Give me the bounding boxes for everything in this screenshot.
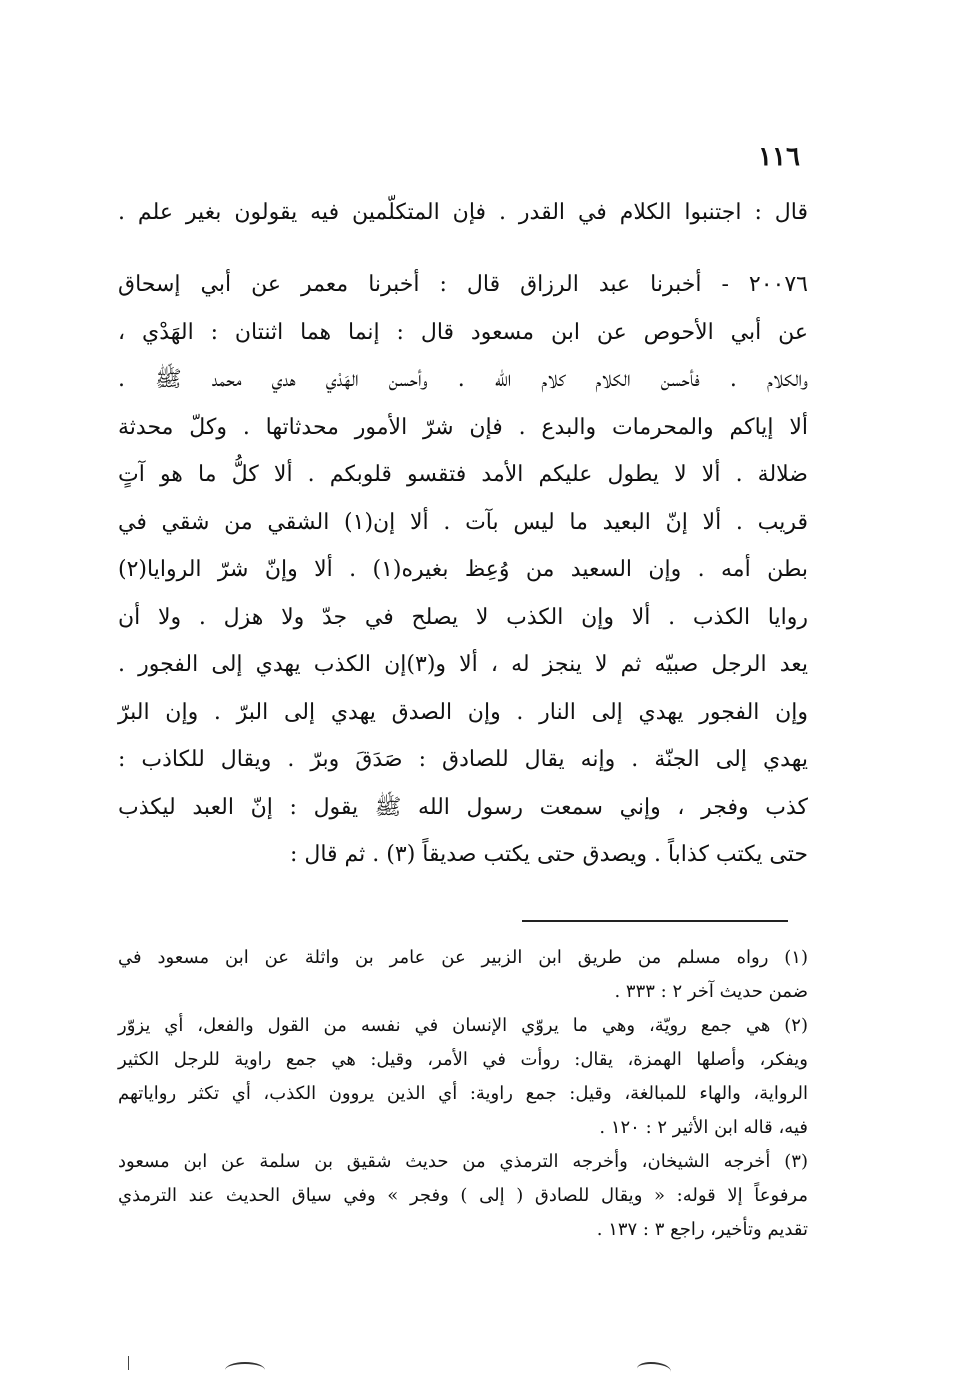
hadith-line: عن أبي الأحوص عن ابن مسعود قال : إنما هما اثنتان : الهَدْي ، [118,319,808,345]
hadith-line: والكلام . فأحسن الكلام كلام الله . وأحسن الهَدْي هدي محمد ﷺ . [118,367,808,392]
footnote-line: الرواية، والهاء للمبالغة، وقيل: جمع راوية: أي الذين يروون الكذب، أي تكثر رواياتهم [118,1083,808,1104]
footnote-line: ضمن حديث آخر ٢ : ٣٣٣ . [614,981,808,1002]
page-number: ١١٦ [758,142,800,172]
footnotes [118,944,808,1250]
footnote-line: (١) رواه مسلم من طريق ابن الزبير عن عامر بن واثلة عن ابن مسعود في [118,947,808,968]
scan-mark [637,1362,671,1378]
hadith-line: وإن الفجور يهدي إلى النار . وإن الصدق يهدي إلى البرّ . وإن البرّ [118,699,808,725]
footnote-3 [118,1148,808,1250]
footnote-2 [118,1012,808,1148]
scan-mark [128,1356,129,1370]
hadith-text [118,270,808,888]
hadith-line: قريب . ألا إنّ البعيد ما ليس بآت . ألا إن(١) الشقي من شقي في [118,509,808,535]
footnote-1 [118,944,808,1012]
footnote-line: ويفكر، وأصلها الهمزة، يقال: روأت في الأمر، وقيل: هي جمع راوية للرجل الكثير [118,1049,808,1070]
hadith-line: ٢٠٠٧٦ - أخبرنا عبد الرزاق قال : أخبرنا معمر عن أبي إسحاق [118,272,808,297]
intro-line: قال : اجتنبوا الكلام في القدر . فإن المتكلّمين فيه يقولون بغير علم . [118,200,808,225]
footnote-line: (٢) هي جمع رويّة، وهي ما يروّي الإنسان في نفسه من القول والفعل، أي يزوّر [118,1015,808,1036]
footnote-line: (٣) أخرجه الشيخان، وأخرجه الترمذي من حديث شقيق بن سلمة عن ابن مسعود [118,1151,808,1172]
hadith-line: يهدي إلى الجنّة . وإنه يقال للصادق : صَدَقَ وبرّ . ويقال للكاذب : [118,747,808,772]
footnote-line: تقديم وتأخير، راجع ٣ : ١٣٧ . [596,1219,808,1240]
footnote-line: فيه، قاله ابن الأثير ٢ : ١٢٠ . [599,1117,808,1138]
hadith-line: ضلالة . ألا لا يطول عليكم الأمد فتقسو قلوبكم . ألا كلُّ ما هو آتٍ [118,462,808,487]
hadith-line: يعد الرجل صبيّه ثم لا ينجز له ، ألا و(٣)إن الكذب يهدي إلى الفجور . [118,652,808,677]
hadith-line: روايا الكذب . ألا وإن الكذب لا يصلح في جدّ ولا هزل . ولا أن [118,604,808,630]
scan-mark [225,1362,265,1378]
hadith-line: كذب وفجر ، وإني سمعت رسول الله ﷺ يقول : إنّ العبد ليكذب [118,794,808,820]
footnote-divider [522,920,788,922]
hadith-line: ألا إياكم والمحرمات والبدع . فإن شرّ الأمور محدثاتها . وكلّ محدثة [118,414,808,440]
hadith-line: بطن أمه . وإن السعيد من وُعِظ بغيره(١) . ألا وإنّ شرّ الروايا(٢) [118,557,808,582]
hadith-line: حتى يكتب كذاباً . ويصدق حتى يكتب صديقاً (٣) . ثم قال : [289,842,808,867]
footnote-line: مرفوعاً إلا قوله: « ويقال للصادق ( إلى ) وفجر » وفي سياق الحديث عند الترمذي [118,1185,808,1206]
